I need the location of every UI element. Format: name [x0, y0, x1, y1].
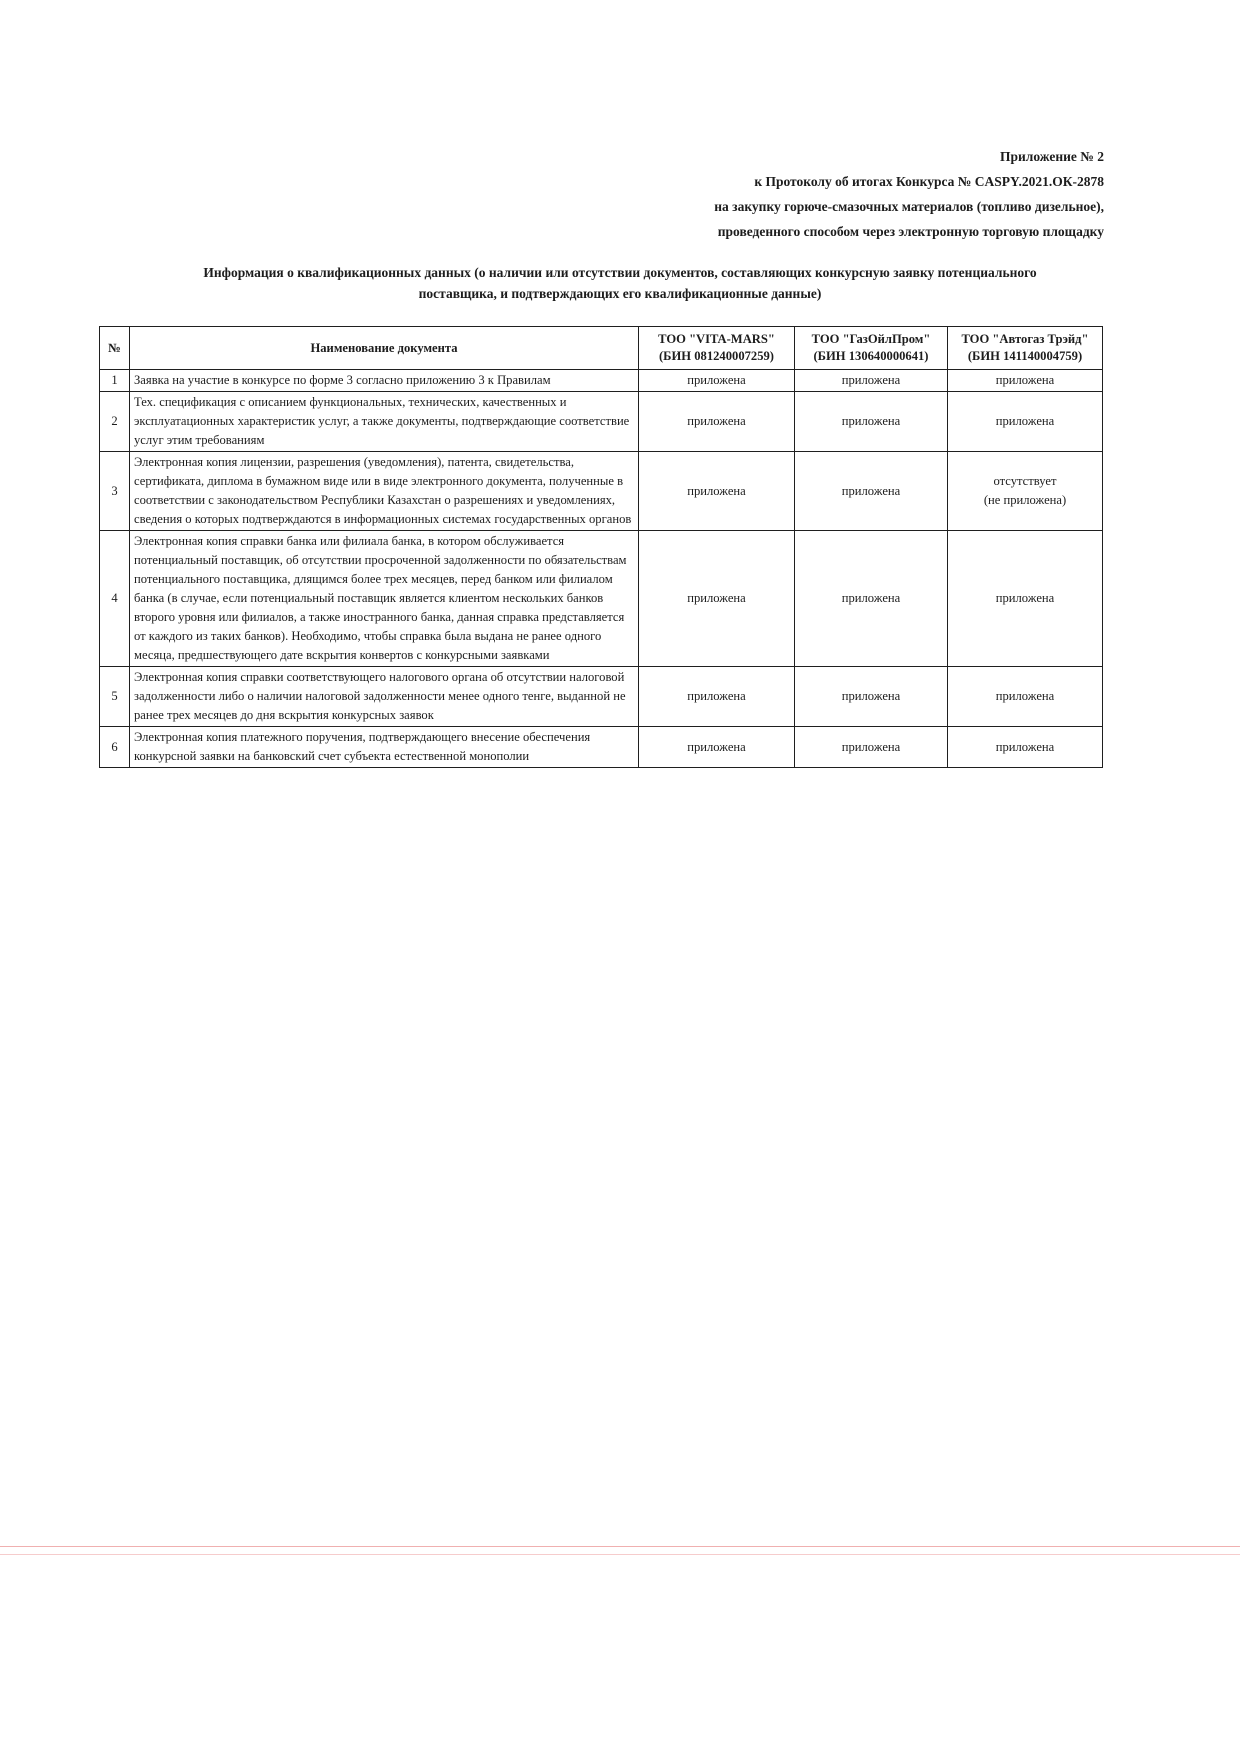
- status-supplier-2: приложена: [795, 727, 948, 768]
- document-name: Электронная копия лицензии, разрешения (уведомления), патента, свидетельства, сертификата, диплома в бумажном виде или в виде электронного документа, полученные в соответствии с законодательством Республики Казахстан о разрешениях и уведомлениях, сведения о которых подтверждаются в информационных системах государственных органов: [130, 452, 639, 531]
- supplier-bin: (БИН 141140004759): [967, 349, 1083, 363]
- row-number: 2: [100, 392, 130, 452]
- scan-artifact-line: [0, 1554, 1240, 1555]
- row-number: 3: [100, 452, 130, 531]
- status-supplier-1: приложена: [639, 727, 795, 768]
- status-supplier-3: [948, 452, 1103, 531]
- status-supplier-3: [948, 392, 1103, 452]
- appendix-header: [464, 144, 1104, 244]
- procurement-subject: на закупку горюче-смазочных материалов (топливо дизельное),: [714, 199, 1104, 214]
- status-note: (не приложена): [983, 493, 1067, 507]
- status-supplier-1: приложена: [639, 667, 795, 727]
- status-supplier-2: приложена: [795, 531, 948, 667]
- document-name: Электронная копия справки соответствующего налогового органа об отсутствии налоговой задолженности либо о наличии налоговой задолженности менее одного тенге, выданной не ранее трех месяцев до дня вскрытия конкурсных заявок: [130, 667, 639, 727]
- status-text: приложена: [995, 373, 1055, 387]
- supplier-name: ТОО "Автогаз Трэйд": [961, 332, 1089, 346]
- row-number: 1: [100, 370, 130, 392]
- document-name: Электронная копия платежного поручения, подтверждающего внесение обеспечения конкурсной заявки на банковский счет субъекта естественной монополии: [130, 727, 639, 768]
- status-supplier-3: [948, 667, 1103, 727]
- status-supplier-2: приложена: [795, 392, 948, 452]
- table-row: [100, 392, 1103, 452]
- protocol-reference: к Протоколу об итогах Конкурса № CASPY.2021.ОК-2878: [754, 174, 1104, 189]
- column-header-number: №: [100, 327, 130, 370]
- scan-artifact-line: [0, 1546, 1240, 1547]
- status-supplier-1: приложена: [639, 531, 795, 667]
- title-line-1: Информация о квалификационных данных (о наличии или отсутствии документов, составляющих конкурсную заявку потенциального: [203, 265, 1037, 280]
- supplier-bin: (БИН 081240007259): [658, 349, 775, 363]
- row-number: 6: [100, 727, 130, 768]
- status-text: приложена: [995, 739, 1055, 754]
- procurement-method: проведенного способом через электронную торговую площадку: [717, 224, 1104, 239]
- status-supplier-3: [948, 370, 1103, 392]
- status-text: приложена: [995, 414, 1055, 428]
- document-title: [100, 262, 1140, 304]
- table-header-row: [100, 327, 1103, 370]
- table-row: [100, 370, 1103, 392]
- row-number: 4: [100, 531, 130, 667]
- table-row: [100, 452, 1103, 531]
- status-text: отсутствует: [993, 474, 1057, 488]
- table-row: [100, 727, 1103, 768]
- column-header-document: Наименование документа: [130, 327, 639, 370]
- status-supplier-2: приложена: [795, 667, 948, 727]
- status-supplier-1: приложена: [639, 392, 795, 452]
- table-row: [100, 667, 1103, 727]
- document-name: Электронная копия справки банка или филиала банка, в котором обслуживается потенциальный поставщик, об отсутствии просроченной задолженности по обязательствам потенциального поставщика, длящимся более трех месяцев, перед банком или филиалом банка (в случае, если потенциальный поставщик является клиентом нескольких банков второго уровня или филиалов, а также иностранного банка, данная справка представляется от каждого из таких банков). Необходимо, чтобы справка была выдана не ранее одного месяца, предшествующего дате вскрытия конвертов с конкурсными заявками: [130, 531, 639, 667]
- column-header-supplier-1: [639, 327, 795, 370]
- supplier-name: ТОО "ГазОйлПром": [811, 332, 931, 346]
- supplier-name: ТОО "VITA-MARS": [658, 332, 775, 346]
- document-name: Заявка на участие в конкурсе по форме 3 согласно приложению 3 к Правилам: [130, 370, 639, 392]
- column-header-supplier-3: [948, 327, 1103, 370]
- status-supplier-1: приложена: [639, 370, 795, 392]
- status-supplier-3: [948, 531, 1103, 667]
- qualification-table: [99, 326, 1103, 768]
- title-line-2: поставщика, и подтверждающих его квалификационные данные): [418, 286, 822, 301]
- status-text: приложена: [995, 689, 1055, 703]
- status-supplier-3: [948, 727, 1103, 768]
- status-supplier-2: приложена: [795, 370, 948, 392]
- status-supplier-1: приложена: [639, 452, 795, 531]
- status-supplier-2: приложена: [795, 452, 948, 531]
- document-name: Тех. спецификация с описанием функциональных, технических, качественных и эксплуатационных характеристик услуг, а также документы, подтверждающие соответствие услуг этим требованиям: [130, 392, 639, 452]
- status-text: приложена: [995, 591, 1055, 605]
- row-number: 5: [100, 667, 130, 727]
- column-header-supplier-2: [795, 327, 948, 370]
- table-row: [100, 531, 1103, 667]
- appendix-number: Приложение № 2: [1000, 149, 1104, 164]
- supplier-bin: (БИН 130640000641): [813, 349, 929, 363]
